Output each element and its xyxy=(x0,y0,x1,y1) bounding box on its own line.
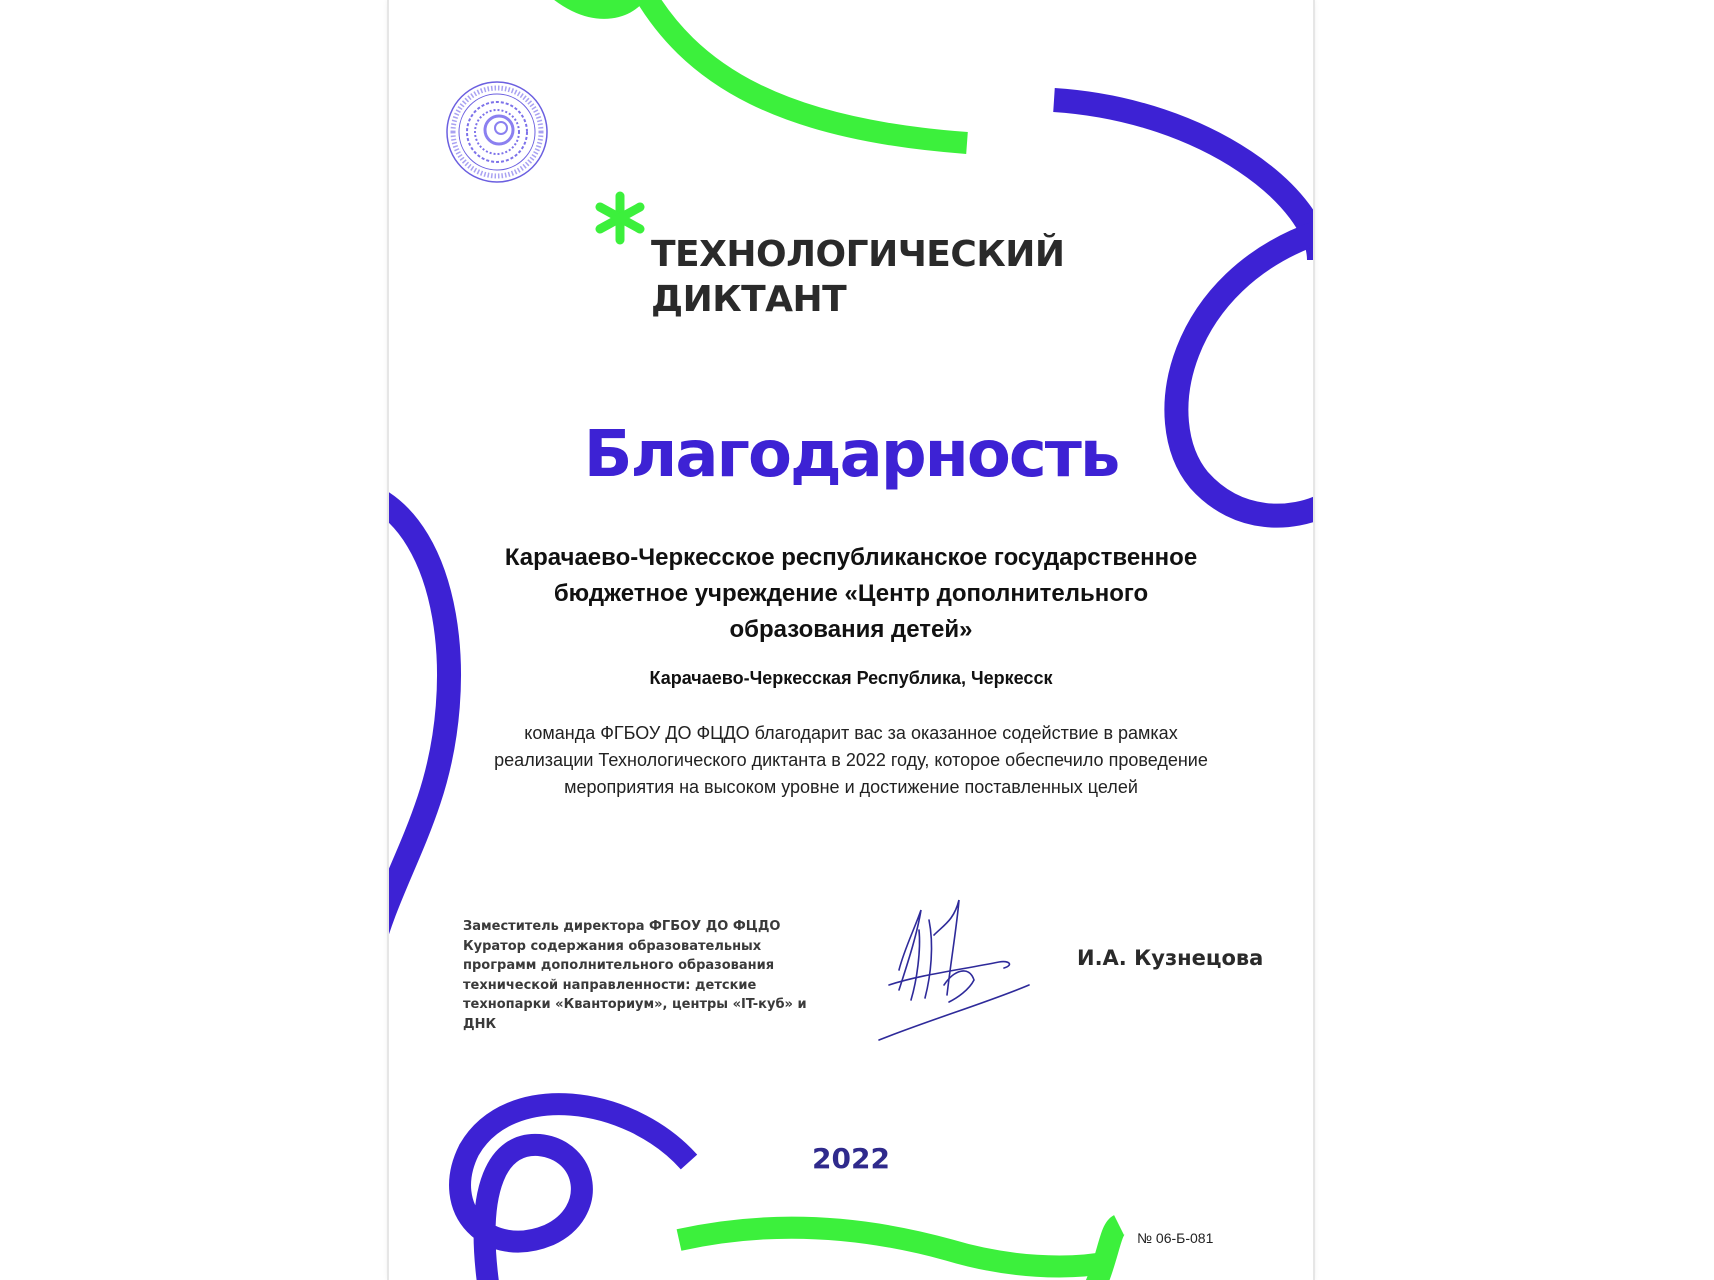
brand-line-2: ДИКТАНТ xyxy=(651,279,847,320)
brand-line-1: ТЕХНОЛОГИЧЕСКИЙ xyxy=(651,234,1065,275)
gratitude-text: команда ФГБОУ ДО ФЦДО благодарит вас за оказанное содействие в рамках реализации Технологического диктанта в 2022 году, которое обеспечило проведение мероприятия на высоком уровне и достижение поставленных целей xyxy=(494,723,1208,797)
certificate-sheet xyxy=(389,0,1313,1280)
recipient-organization: Карачаево-Черкесское республиканское государственное бюджетное учреждение «Центр дополнительного образования детей» xyxy=(504,544,1198,643)
seal-icon xyxy=(443,78,551,186)
recipient-region: Карачаево-Черкесская Республика, Черкесск xyxy=(649,668,1053,688)
certificate-year: 2022 xyxy=(812,1142,890,1175)
certificate-heading: Благодарность xyxy=(583,418,1119,492)
asterisk-logo-icon xyxy=(592,190,648,246)
signature-image xyxy=(859,890,1039,1050)
brand-wordmark xyxy=(651,232,1065,322)
document-number: № 06-Б-081 xyxy=(1137,1230,1214,1246)
signatory-title: Заместитель директора ФГБОУ ДО ФЦДО Куратор содержания образовательных программ дополнительного образования технической направленности: детские технопарки «Кванториум», центры «IT-куб» и ДНК xyxy=(463,919,807,1032)
signatory-name: И.А. Кузнецова xyxy=(1077,946,1264,970)
